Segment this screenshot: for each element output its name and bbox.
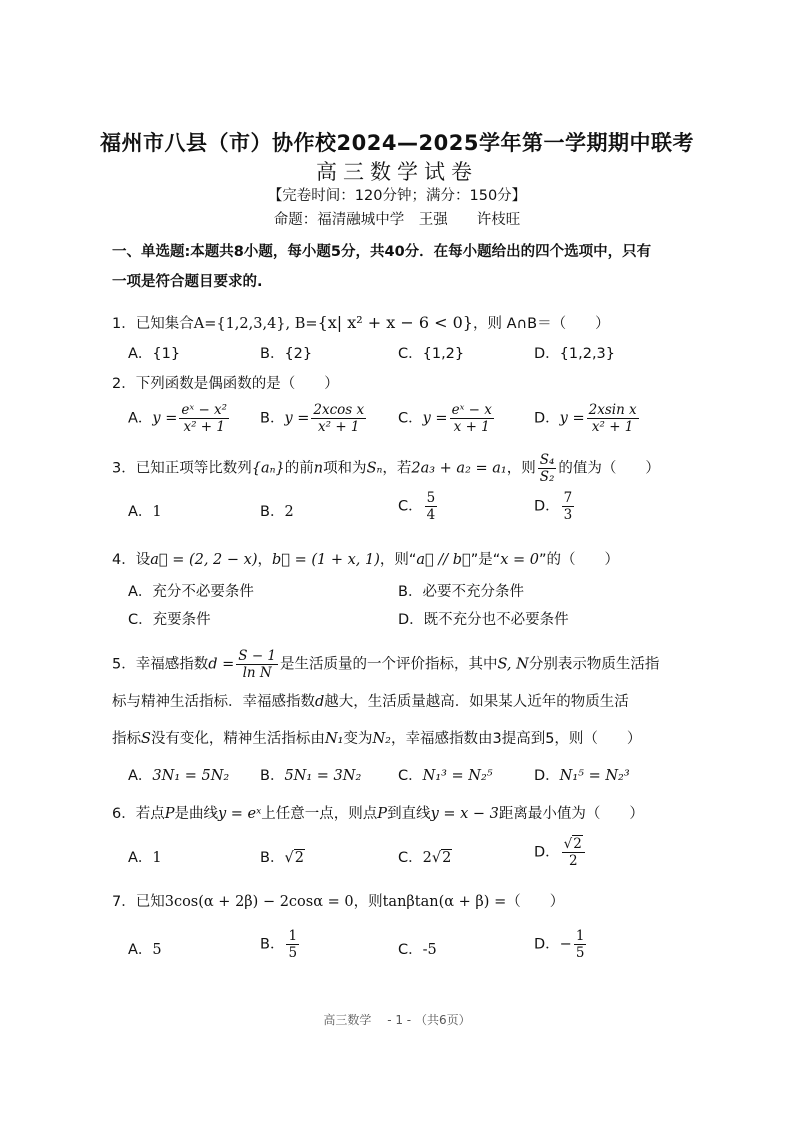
question-7-option-d[interactable]: D．− $\frac{1}{5}$ [534,928,585,961]
sqrt-sign: √ [563,836,573,852]
question-2-option-c[interactable]: C．y = $\frac{\text{eˣ − x}}{x + 1}$ [398,402,492,435]
question-5-option-d[interactable]: D．N₁⁵ = N₂³ [534,768,630,784]
question-7-option-b[interactable]: B． $\frac{1}{5}$ [260,928,298,961]
question-7-option-a[interactable]: A．5 [128,942,162,958]
question-2-option-d[interactable]: D．y = $\frac{\text{2xsin x}}{\text{x² + 1}}$ [534,402,637,435]
question-3-stem: 3．已知正项等比数列{aₙ}的前n项和为Sₙ，若2a₃ + a₂ = a₁，则 $\frac{\text{S₄}}{\text{S₂}}$ 的值为（ ） [112,452,660,485]
question-1-option-c[interactable]: C．{1,2} [398,346,465,362]
question-1-option-b[interactable]: B．{2} [260,346,313,362]
exam-title: 福州市八县（市）协作校2024—2025学年第一学期期中联考 [100,131,694,155]
question-7-option-c[interactable]: C．-5 [398,942,437,958]
question-4-option-a[interactable]: A．充分不必要条件 [128,584,254,600]
question-3-option-c[interactable]: C． $\frac{5}{4}$ [398,490,436,523]
exam-info: 【完卷时间：120分钟；满分：150分】 [267,188,527,204]
question-2-stem: 2．下列函数是偶函数的是（ ） [112,376,339,392]
question-7-stem: 7．已知3cos(α + 2β) − 2cosα = 0，则tanβtan(α + β) =（ ） [112,894,565,910]
question-2-option-a[interactable]: A．y = $\frac{\text{eˣ − x²}}{\text{x² + 1}}$ [128,402,228,435]
question-4-option-d[interactable]: D．既不充分也不必要条件 [398,612,569,628]
sqrt-sign: √ [284,850,294,866]
question-6-option-c[interactable]: C．2√2 [398,850,452,866]
question-1-option-d[interactable]: D．{1,2,3} [534,346,616,362]
question-3-option-a[interactable]: A．1 [128,504,162,520]
question-6-option-a[interactable]: A．1 [128,850,162,866]
exam-subtitle: 高三数学试卷 [316,160,478,184]
question-5-option-a[interactable]: A．3N₁ = 5N₂ [128,768,230,784]
section-instruction-line2: 一项是符合题目要求的. [112,274,263,290]
question-5-stem-line1: 5．幸福感指数d = $\frac{S - 1}{\text{ln N}}$ 是生活质量的一个评价指标，其中S, N分别表示物质生活指 [112,648,660,681]
question-5-stem-line3: 指标S没有变化，精神生活指标由N₁变为N₂，幸福感指数由3提高到5，则（ ） [112,731,642,747]
question-4-stem: 4．设a⃗ = (2, 2 − x)，b⃗ = (1 + x, 1)，则“a⃗ // b⃗”是“x = 0”的（ ） [112,552,620,568]
question-1-stem: 1．已知集合A={1,2,3,4}, B={x| x² + x − 6 < 0}，则 A∩B＝（ ） [112,313,610,332]
sqrt-sign: √ [431,850,442,866]
page-footer: 高三数学 - 1 - （共6页） [323,1013,471,1027]
exam-author: 命题：福清融城中学 王强 许枝旺 [273,212,521,228]
question-3-option-b[interactable]: B．2 [260,504,294,520]
question-5-option-b[interactable]: B．5N₁ = 3N₂ [260,768,362,784]
question-4-option-c[interactable]: C．充要条件 [128,612,211,628]
question-5-stem-line2: 标与精神生活指标．幸福感指数d越大，生活质量越高．如果某人近年的物质生活 [112,694,629,710]
question-4-option-b[interactable]: B．必要不充分条件 [398,584,524,600]
question-6-stem: 6．若点P是曲线y = eˣ上任意一点，则点P到直线y = x − 3距离最小值为（ ） [112,806,644,822]
question-1-option-a[interactable]: A．{1} [128,346,181,362]
question-6-option-d[interactable]: D． $\frac{√2}{2}$ [534,836,587,869]
question-5-option-c[interactable]: C．N₁³ = N₂⁵ [398,768,493,784]
question-6-option-b[interactable]: B．√2 [260,850,304,866]
section-instruction-line1: 一、单选题:本题共8小题，每小题5分，共40分．在每小题给出的四个选项中，只有 [112,244,652,260]
question-2-option-b[interactable]: B．y = $\frac{\text{2xcos x}}{\text{x² + 1}}$ [260,402,365,435]
question-3-option-d[interactable]: D． $\frac{7}{3}$ [534,490,573,523]
